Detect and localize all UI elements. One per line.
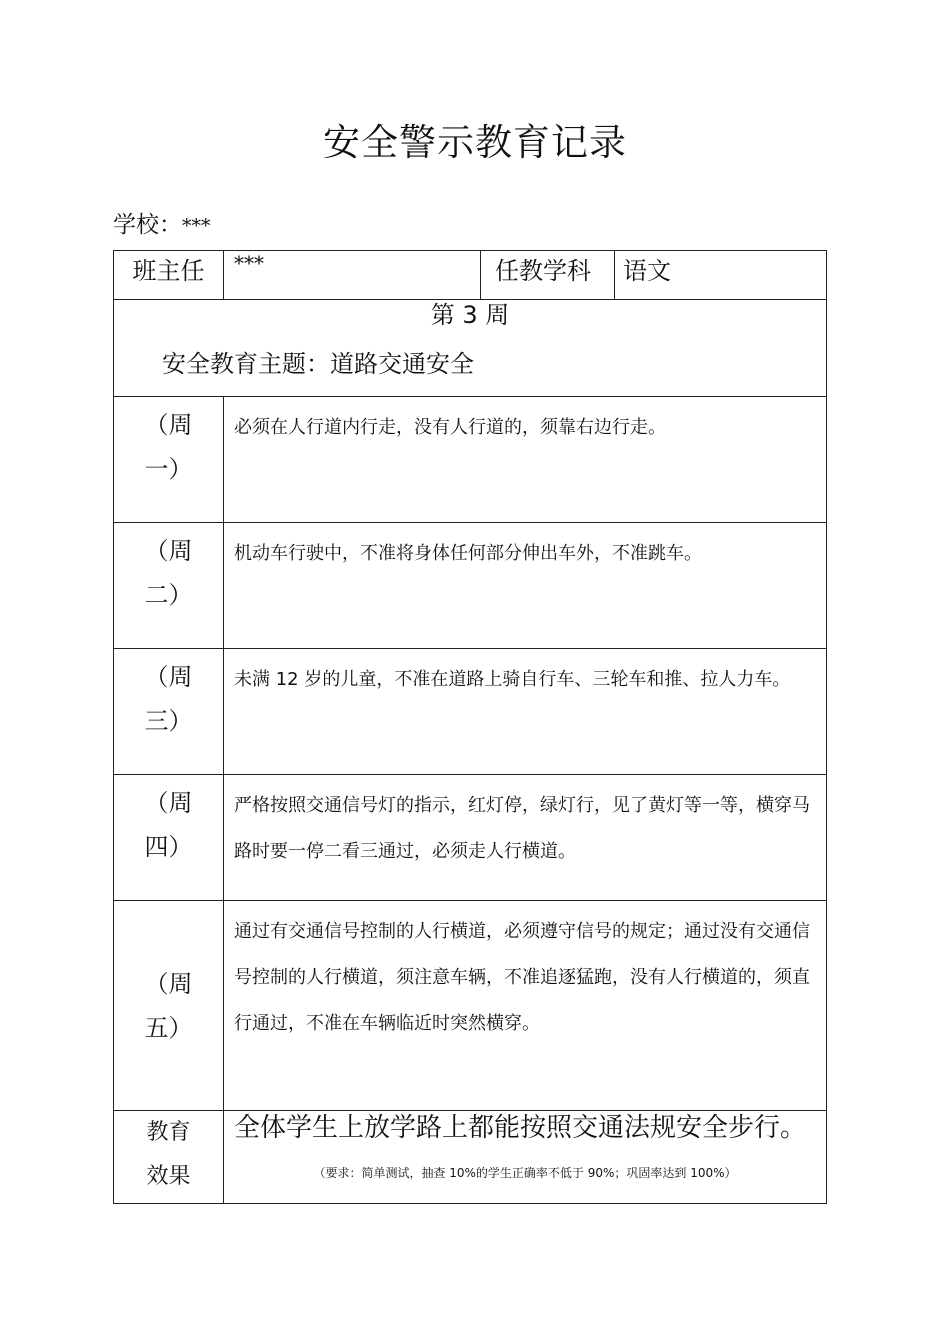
day-row-thursday: [114, 775, 827, 901]
effect-main-text: 全体学生上放学路上都能按照交通法规安全步行。: [234, 1113, 807, 1143]
day-label-line2: 一）: [144, 455, 193, 483]
day-label-line2: 五）: [144, 1013, 193, 1042]
effect-row: [114, 1111, 827, 1204]
header-row: [114, 251, 827, 300]
day-label: [114, 397, 224, 523]
school-value: ***: [182, 215, 211, 237]
effect-label: [114, 1111, 224, 1204]
week-number: 第 3 周: [430, 301, 510, 329]
day-label-line1: （周: [144, 411, 193, 439]
effect-content: [224, 1111, 827, 1204]
day-label: [114, 649, 224, 775]
day-label-line2: 四）: [144, 833, 193, 861]
day-row-friday: [114, 901, 827, 1111]
effect-label-line1: 教育: [146, 1120, 191, 1145]
subject-label: 任教学科: [481, 251, 615, 300]
effect-label-line2: 效果: [146, 1164, 191, 1189]
day-content: 机动车行驶中，不准将身体任何部分伸出车外，不准跳车。: [224, 523, 827, 649]
day-content: 必须在人行道内行走，没有人行道的，须靠右边行走。: [224, 397, 827, 523]
effect-requirement-note: （要求：简单测试，抽查 10%的学生正确率不低于 90%；巩固率达到 100%）: [313, 1166, 737, 1180]
safety-theme: 安全教育主题：道路交通安全: [162, 350, 474, 378]
subject-value: 语文: [615, 251, 827, 300]
day-label-line2: 二）: [144, 581, 193, 609]
day-content: 未满 12 岁的儿童，不准在道路上骑自行车、三轮车和推、拉人力车。: [224, 649, 827, 775]
day-label: [114, 523, 224, 649]
page-title: 安全警示教育记录: [323, 121, 627, 164]
record-table: [113, 250, 827, 1204]
day-label: [114, 775, 224, 901]
day-content: 严格按照交通信号灯的指示，红灯停，绿灯行，见了黄灯等一等，横穿马路时要一停二看三通过，必须走人行横道。: [224, 775, 827, 901]
teacher-value: ***: [224, 251, 481, 300]
week-cell: [114, 300, 827, 397]
teacher-label: 班主任: [114, 251, 224, 300]
day-label: [114, 901, 224, 1111]
day-label-line1: （周: [144, 789, 193, 817]
day-label-line2: 三）: [144, 707, 193, 735]
day-row-tuesday: [114, 523, 827, 649]
day-label-line1: （周: [144, 537, 193, 565]
day-label-line1: （周: [144, 663, 193, 691]
week-row: [114, 300, 827, 397]
school-line: [113, 206, 211, 239]
day-content: 通过有交通信号控制的人行横道，必须遵守信号的规定；通过没有交通信号控制的人行横道，须注意车辆，不准追逐猛跑，没有人行横道的，须直行通过，不准在车辆临近时突然横穿。: [224, 901, 827, 1111]
day-label-line1: （周: [144, 969, 193, 998]
school-label: 学校：: [113, 212, 182, 238]
day-row-wednesday: [114, 649, 827, 775]
day-row-monday: [114, 397, 827, 523]
